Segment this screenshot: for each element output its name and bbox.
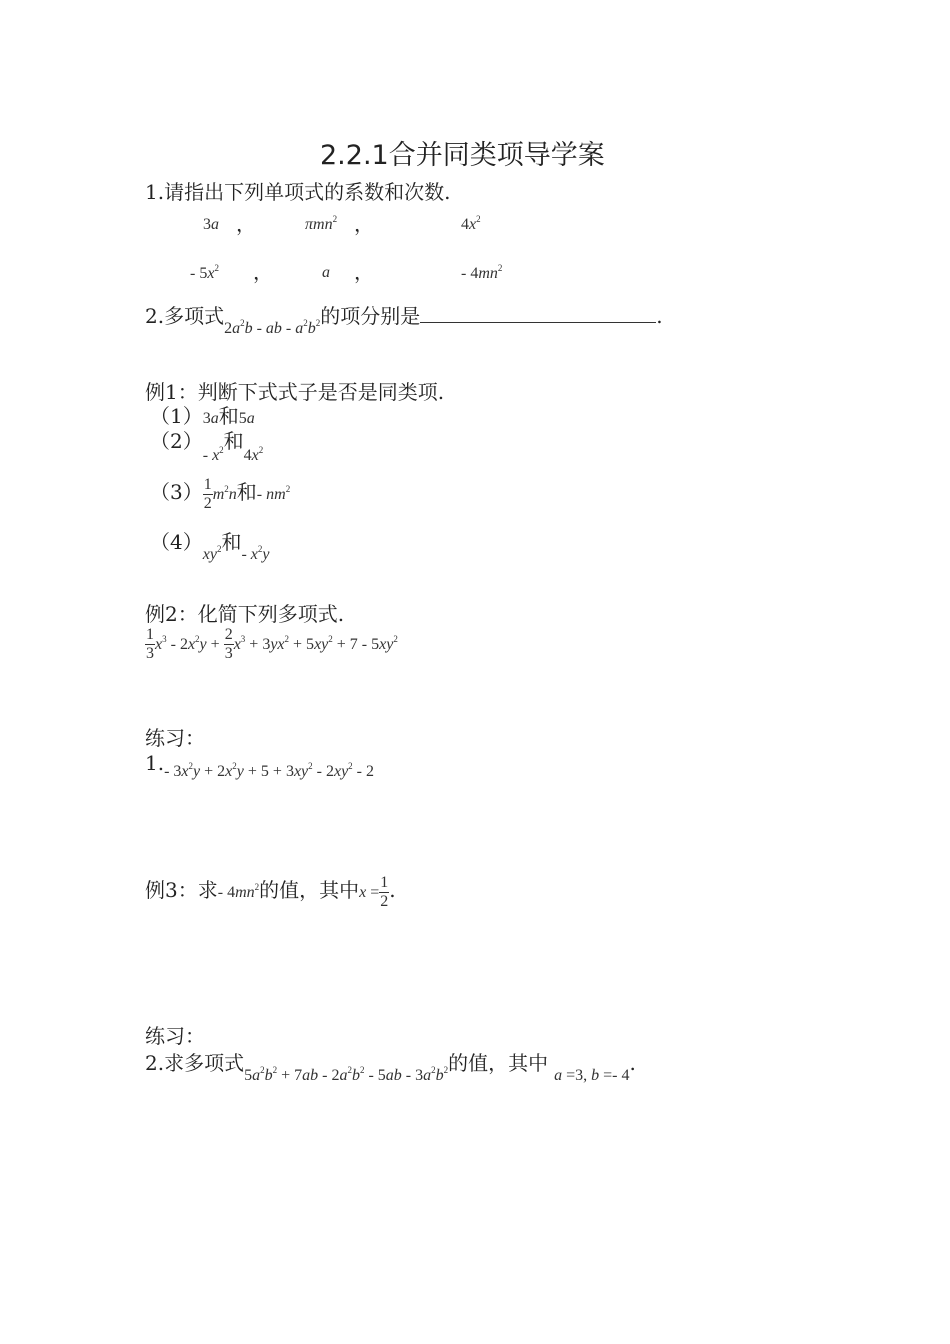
item-label: （2） (150, 429, 203, 453)
monomial-a: a (322, 264, 330, 281)
polynomial-expression: $2a^2b$ - ab - $a^2b^2$ (224, 318, 321, 337)
example-3: 例3：求- $4mn^2$的值，其中x = $\frac{1}{2}$ . (145, 874, 396, 910)
practice-1 (145, 751, 374, 780)
term-neg-x2: - $x^2$ (202, 445, 224, 464)
monomial-pi-mn2: πmn$^2$ (305, 214, 338, 233)
fraction-one-half: $\frac{1}{2}$ (203, 476, 212, 512)
term-m2n: $m^2n$ (212, 484, 237, 503)
item-label: （3） (150, 480, 203, 504)
term-4x2: $4x^2$ (243, 445, 264, 464)
term-neg-nm2: - $nm^2$ (256, 484, 291, 503)
monomial-3a: 3a (203, 216, 219, 233)
monomial-neg5x2: - $5x^2$ (190, 263, 219, 282)
answer-blank[interactable] (420, 308, 656, 323)
term-xy2: $xy^2$ (202, 544, 222, 563)
term-neg-x2y: - $x^2y$ (241, 544, 270, 563)
page-title: 2.2.1合并同类项导学案 (320, 140, 605, 171)
period: . (389, 878, 396, 902)
term-5a: 5a (238, 410, 255, 427)
separator-comma: ， (354, 260, 374, 284)
item-label: （1） (150, 404, 203, 428)
example-1-item-3 (150, 476, 290, 513)
question-2-prefix: 2.多项式 (145, 304, 225, 328)
example-1-item-4 (150, 526, 270, 563)
example-2-heading: 例2：化简下列多项式. (145, 602, 345, 626)
example-2-expression: $\frac{1}{3}$ $x^3 - 2x^2y$ + $\frac{2}{3}$ $x^3 + 3yx^2 + 5xy^2 + 7 - 5xy^2$ (146, 626, 398, 662)
practice-2-expression: $5a^2b^2 + 7ab - 2a^2b^2 - 5ab - 3a^2b^2$ (244, 1065, 449, 1084)
question-2-suffix: 的项分别是 (320, 304, 421, 328)
monomial-neg4mn2: - $4mn^2$ (461, 263, 503, 282)
conjunction: 和 (218, 404, 239, 428)
practice-2-prefix: 2.求多项式 (145, 1051, 245, 1075)
monomial-4x2: $4x^2$ (461, 214, 481, 233)
example-1-heading: 例1：判断下式式子是否是同类项. (145, 380, 445, 404)
term-3a: 3a (202, 410, 219, 427)
separator-comma: ， (236, 212, 256, 236)
practice-1-label: 1. (145, 751, 165, 775)
period: . (656, 304, 663, 328)
practice-2-middle: 的值，其中 (448, 1051, 549, 1075)
practice-2-condition: a =3, b =- 4 (554, 1067, 630, 1084)
conjunction: 和 (221, 530, 242, 554)
question-2 (145, 300, 663, 337)
conjunction: 和 (223, 429, 244, 453)
practice-1-expression: - $3x^2y + 2x^2y + 5 + 3xy^2 - 2xy^2 - 2$ (164, 761, 374, 780)
example-3-middle: 的值，其中 (259, 878, 360, 902)
practice-2-heading: 练习： (145, 1024, 205, 1048)
example-3-expression: - $4mn^2$ (217, 882, 260, 901)
item-label: （4） (150, 530, 203, 554)
practice-1-heading: 练习： (145, 726, 205, 750)
conjunction: 和 (236, 480, 257, 504)
period: . (629, 1051, 636, 1075)
example-3-condition: x = (359, 884, 380, 901)
separator-comma: ， (354, 212, 374, 236)
example-3-prefix: 例3：求 (145, 878, 218, 902)
separator-comma: ， (253, 260, 273, 284)
practice-2 (145, 1047, 636, 1084)
example-1-item-2 (150, 425, 264, 464)
question-1-text: 1.请指出下列单项式的系数和次数. (145, 180, 451, 204)
